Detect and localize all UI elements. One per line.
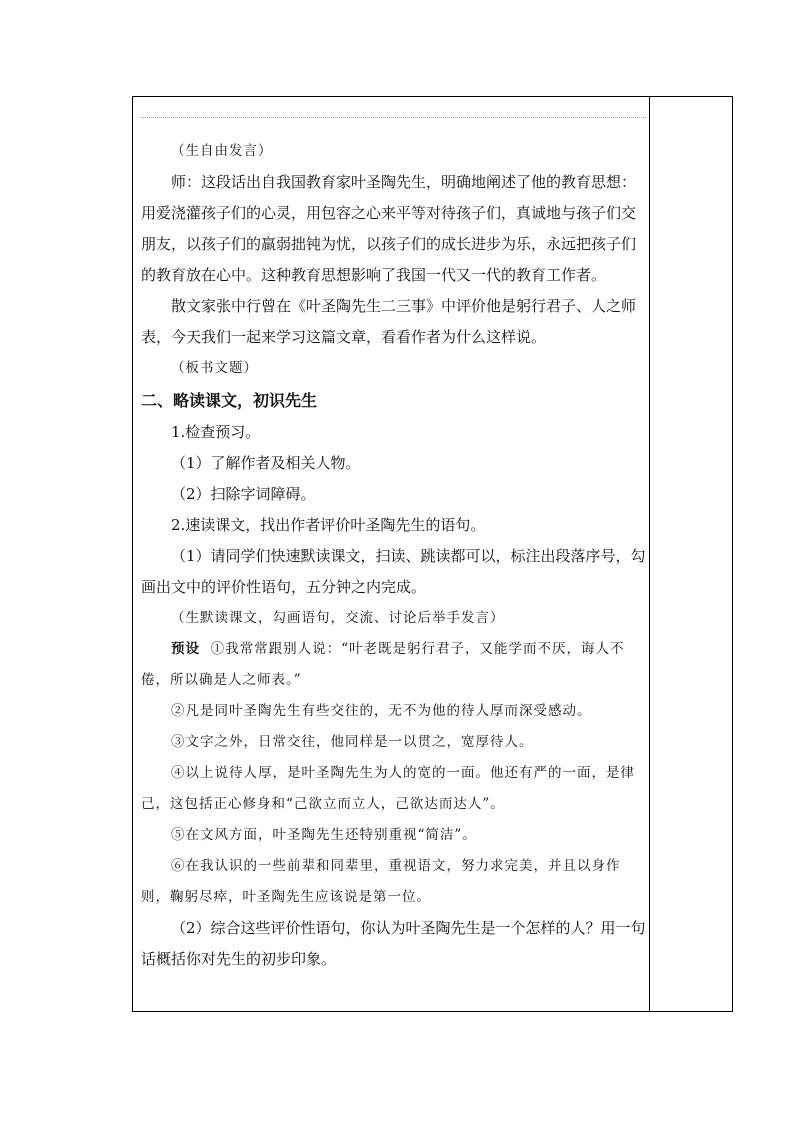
preset-5: ⑤在文风方面，叶圣陶先生还特别重视“简洁”。: [171, 827, 477, 843]
preset-1-paragraph: [141, 634, 646, 696]
teacher-paragraph: 师：这段话出自我国教育家叶圣陶先生，明确地阐述了他的教育思想：用爱浇灌孩子们的心灵，用包容之心来平等对待孩子们，真诚地与孩子们交朋友，以孩子们的羸弱拙钝为忧，以孩子们的成长进步为乐，永远把孩子们的教育放在心中。这种教育思想影响了我国一代又一代的教育工作者。: [141, 173, 637, 284]
preset-4: ④以上说待人厚，是叶圣陶先生为人的宽的一面。他还有严的一面，是律己，这包括正心修身和“己欲立而立人，己欲达而达人”。: [141, 765, 635, 812]
note-board-title: （板书文题）: [171, 360, 258, 376]
essayist-paragraph: 散文家张中行曾在《叶圣陶先生二三事》中评价他是躬行君子、人之师表，今天我们一起来学习这篇文章，看看作者为什么这样说。: [141, 297, 637, 346]
preset-1: ①我常常跟别人说：“叶老既是躬行君子，又能学而不厌，诲人不倦，所以确是人之师表。”: [141, 641, 625, 688]
item-1-sub-2: （2）扫除字词障碍。: [171, 485, 316, 503]
preset-3: ③文字之外，日常交往，他同样是一以贯之，宽厚待人。: [171, 734, 534, 750]
preset-label: 预设: [171, 641, 200, 657]
table-column-divider: [649, 96, 650, 1012]
lesson-content: [141, 136, 646, 975]
item-2-sub-1: （1）请同学们快速默读课文，扫读、跳读都可以，标注出段落序号，勾画出文中的评价性语句，五分钟之内完成。: [141, 547, 646, 596]
note-students: （生默读课文，勾画语句，交流、讨论后举手发言）: [171, 610, 505, 626]
section-heading: 二、略读课文，初识先生: [141, 391, 318, 410]
item-2-sub-2: （2）综合这些评价性语句，你认为叶圣陶先生是一个怎样的人？用一句话概括你对先生的初步印象。: [141, 919, 646, 968]
dotted-separator: [141, 117, 646, 118]
preset-6: ⑥在我认识的一些前辈和同辈里，重视语文，努力求完美，并且以身作则，鞠躬尽瘁，叶圣陶先生应该说是第一位。: [141, 858, 621, 905]
note-free-speech: （生自由发言）: [171, 143, 273, 159]
item-1-sub-1: （1）了解作者及相关人物。: [171, 454, 361, 472]
item-1: 1.检查预习。: [171, 423, 261, 441]
item-2: 2.速读课文，找出作者评价叶圣陶先生的语句。: [171, 516, 486, 534]
preset-2: ②凡是同叶圣陶先生有些交往的，无不为他的待人厚而深受感动。: [171, 703, 592, 719]
